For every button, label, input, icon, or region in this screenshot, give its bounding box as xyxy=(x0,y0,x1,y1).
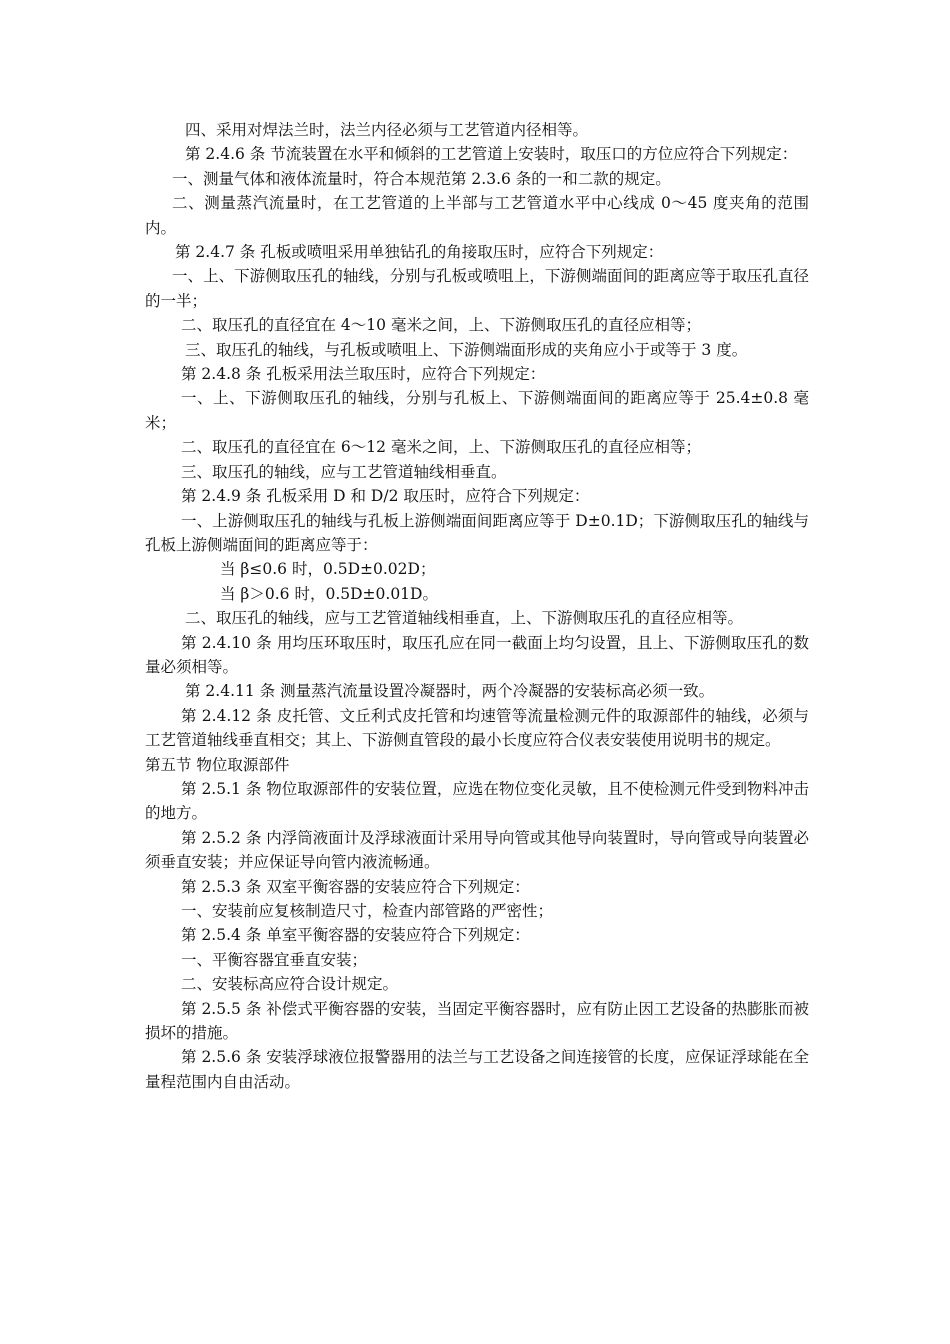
paragraph-item-1: 一、上、下游侧取压孔的轴线，分别与孔板或喷咀上，下游侧端面间的距离应等于取压孔直径的一半； xyxy=(145,267,809,310)
paragraph-article-2-5-3: 第 2.5.3 条 双室平衡容器的安装应符合下列规定： xyxy=(181,877,530,896)
paragraph-article-2-5-5: 第 2.5.5 条 补偿式平衡容器的安装，当固定平衡容器时，应有防止因工艺设备的热膨胀而被损坏的措施。 xyxy=(145,999,809,1043)
paragraph-article-2-4-10: 第 2.4.10 条 用均压环取压时，取压孔应在同一截面上均匀设置，且上、下游侧取压孔的数量必须相等。 xyxy=(145,633,809,676)
paragraph-item-1: 一、测量气体和液体流量时，符合本规范第 2.3.6 条的一和二款的规定。 xyxy=(172,169,671,188)
paragraph-item-2: 二、取压孔的直径宜在 6～12 毫米之间，上、下游侧取压孔的直径应相等； xyxy=(181,438,701,457)
paragraph-article-2-5-4: 第 2.5.4 条 单室平衡容器的安装应符合下列规定： xyxy=(181,926,530,945)
formula-line: 当 β≤0.6 时，0.5D±0.02D； xyxy=(220,560,436,579)
formula-line: 当 β＞0.6 时，0.5D±0.01D。 xyxy=(220,584,438,603)
paragraph-article-2-4-12: 第 2.4.12 条 皮托管、文丘利式皮托管和均速管等流量检测元件的取源部件的轴线，必须与工艺管道轴线垂直相交；其上、下游侧直管段的最小长度应符合仪表安装使用说明书的规定。 xyxy=(145,706,809,750)
paragraph-item-2: 二、安装标高应符合设计规定。 xyxy=(181,975,399,994)
paragraph-item-2: 二、取压孔的轴线，应与工艺管道轴线相垂直，上、下游侧取压孔的直径应相等。 xyxy=(185,609,744,628)
paragraph-article-2-4-9: 第 2.4.9 条 孔板采用 D 和 D/2 取压时，应符合下列规定： xyxy=(181,487,590,506)
paragraph-article-2-5-1: 第 2.5.1 条 物位取源部件的安装位置，应选在物位变化灵敏，且不使检测元件受到物料冲击的地方。 xyxy=(145,779,809,823)
paragraph-item-3: 三、取压孔的轴线，与孔板或喷咀上、下游侧端面形成的夹角应小于或等于 3 度。 xyxy=(185,340,748,359)
paragraph-item-1: 一、上、下游侧取压孔的轴线，分别与孔板上、下游侧端面间的距离应等于 25.4±0.8 毫米； xyxy=(145,389,809,432)
paragraph-article-2-4-6: 第 2.4.6 条 节流装置在水平和倾斜的工艺管道上安装时，取压口的方位应符合下列规定： xyxy=(185,145,798,164)
document-body xyxy=(145,118,809,1094)
paragraph-article-2-4-11: 第 2.4.11 条 测量蒸汽流量设置冷凝器时，两个冷凝器的安装标高必须一致。 xyxy=(185,682,715,701)
paragraph-article-2-5-6: 第 2.5.6 条 安装浮球液位报警器用的法兰与工艺设备之间连接管的长度，应保证浮球能在全量程范围内自由活动。 xyxy=(145,1048,809,1091)
paragraph-article-2-4-7: 第 2.4.7 条 孔板或喷咀采用单独钻孔的角接取压时，应符合下列规定： xyxy=(175,243,664,262)
paragraph-item-3: 三、取压孔的轴线，应与工艺管道轴线相垂直。 xyxy=(181,462,507,481)
paragraph-item-1: 一、上游侧取压孔的轴线与孔板上游侧端面间距离应等于 D±0.1D；下游侧取压孔的轴线与孔板上游侧端面间的距离应等于： xyxy=(145,511,809,554)
paragraph-item-1: 一、安装前应复核制造尺寸，检查内部管路的严密性； xyxy=(181,902,554,920)
paragraph-item-2: 二、取压孔的直径宜在 4～10 毫米之间，上、下游侧取压孔的直径应相等； xyxy=(181,316,701,335)
paragraph-article-2-4-8: 第 2.4.8 条 孔板采用法兰取压时，应符合下列规定： xyxy=(181,365,546,384)
paragraph-item-1: 一、平衡容器宜垂直安装； xyxy=(181,950,368,969)
paragraph-clause-item-4: 四、采用对焊法兰时，法兰内径必须与工艺管道内径相等。 xyxy=(185,121,589,139)
section-heading: 第五节 物位取源部件 xyxy=(145,755,290,774)
paragraph-item-2: 二、测量蒸汽流量时，在工艺管道的上半部与工艺管道水平中心线成 0～45 度夹角的范围内。 xyxy=(145,194,809,237)
paragraph-article-2-5-2: 第 2.5.2 条 内浮筒液面计及浮球液面计采用导向管或其他导向装置时，导向管或导向装置必须垂直安装；并应保证导向管内液流畅通。 xyxy=(145,828,809,872)
